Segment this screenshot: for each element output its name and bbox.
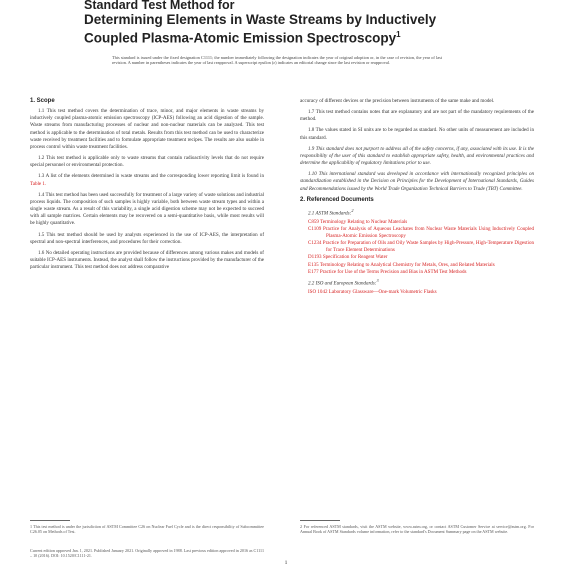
- paragraph-1-3: [30, 173, 264, 187]
- title-line-1: Standard Test Method for: [84, 0, 235, 12]
- paragraph-1-7: 1.7 This test method contains notes that are explanatory and are not part of the mandatory requirements of the method.: [300, 109, 534, 123]
- reference-item[interactable]: [308, 262, 534, 269]
- left-column: [30, 98, 264, 275]
- paragraph-1-8: 1.8 The values stated in SI units are to be regarded as standard. No other units of measurement are included in this standard.: [300, 127, 534, 141]
- reference-item[interactable]: [308, 226, 534, 240]
- iso-standards-subheading-text: 2.2 ISO and European Standards:: [308, 280, 377, 287]
- reference-code[interactable]: E177: [308, 268, 319, 275]
- reference-title: Laboratory Glassware—One-mark Volumetric Flasks: [328, 288, 437, 295]
- right-column: [300, 98, 534, 296]
- table-1-link[interactable]: Table 1.: [30, 180, 47, 187]
- reference-item[interactable]: [308, 219, 534, 226]
- paragraph-1-6-continued: accuracy of different devices or the precision between instruments of the same make and model.: [300, 98, 495, 104]
- title-footnote-mark: 1: [396, 30, 401, 39]
- reference-code[interactable]: E135: [308, 261, 319, 268]
- paragraph-1-5: 1.5 This test method should be used by analysts experienced in the use of ICP-AES, the interpretation of spectral and non-spectral interferences, and procedures for their correction.: [30, 231, 264, 245]
- right-footnote-rule: [300, 520, 340, 521]
- reference-title: Specification for Reagent Water: [322, 254, 388, 261]
- reference-title: Terminology Relating to Nuclear Materials: [320, 218, 408, 225]
- paragraph-1-1: 1.1 This test method covers the determination of trace, minor, and major elements in waste streams by inductively coupled plasma-atomic emission spectroscopy (ICP-AES) following an acid digestion of the sample. Waste streams from manufacturing processes of nuclear and non-nuclear materials can be analyzed. This test method is applicable to the determination of total metals. Results from this test method can be used to characterize waste received by treatment facilities and to formulate appropriate treatment recipes. The results are also usable in process control within waste treatment facilities.: [30, 108, 264, 150]
- astm-standards-subheading-text: 2.1 ASTM Standards:: [308, 210, 352, 217]
- paragraph-1-2: 1.2 This test method is applicable only to waste streams that contain radioactivity levels that do not require special personnel or environmental protection.: [30, 155, 264, 169]
- reference-title: Practice for Use of the Terms Precision and Bias in ASTM Test Methods: [319, 268, 467, 275]
- referenced-documents-heading: 2. Referenced Documents: [300, 196, 374, 203]
- paragraph-1-4: 1.4 This test method has been used successfully for treatment of a large variety of waste solutions and industrial process liquids. The composition of such samples is highly variable, both between waste stream types and within a single waste stream. As a result of this variability, a single acid digestion scheme may not be expected to succeed with all sample matrices. Certain elements may be recovered on a semi-quantitative basis, while most results will be highly quantitative.: [30, 191, 264, 227]
- document-title: [84, 0, 524, 46]
- reference-code[interactable]: C1234: [308, 240, 322, 247]
- reference-item[interactable]: [308, 254, 534, 261]
- paragraph-1-6: 1.6 No detailed operating instructions are provided because of differences among various makes and models of suitable ICP-AES instruments. Instead, the analyst shall follow the instructions provided by the manufacturer of the particular instrument. This test method does not address comparative: [30, 249, 264, 271]
- page-number: 1: [284, 560, 288, 566]
- astm-standards-subheading: [308, 207, 534, 218]
- paragraph-1-9: 1.9 This standard does not purport to address all of the safety concerns, if any, associated with its use. It is the responsibility of the user of this standard to establish appropriate safety, health, and environmental practices and determine the applicability of regulatory limitations prior to use.: [300, 145, 534, 167]
- standard-designation-note: This standard is issued under the fixed designation C1111; the number immediately following the designation indicates the year of original adoption or, in the case of revision, the year of last revision. A number in parentheses indicates the year of last reapproval. A superscript epsilon (ε) indicates an editorial change since the last revision or reapproval.: [112, 55, 442, 66]
- reference-code[interactable]: C1109: [308, 225, 322, 232]
- reference-code[interactable]: C859: [308, 218, 319, 225]
- footnote-2: 2 For referenced ASTM standards, visit the ASTM website, www.astm.org, or contact ASTM Customer Service at service@astm.org. For Annual Book of ASTM Standards volume information, refer to the standard's Document Summary page on the ASTM website.: [300, 524, 534, 535]
- reference-code[interactable]: D1193: [308, 254, 322, 261]
- paragraph-1-10: 1.10 This international standard was developed in accordance with internationally recognized principles on standardization established in the Decision on Principles for the Development of International Standards, Guides and Recommendations issued by the World Trade Organization Technical Barriers to Trade (TBT) Committee.: [300, 171, 534, 192]
- reference-title: Practice for Analysis of Aqueous Leachates from Nuclear Waste Materials Using Inductively Coupled Plasma-Atomic Emission Spectroscopy: [322, 225, 534, 240]
- title-line-2: Determining Elements in Waste Streams by Inductively: [84, 12, 437, 27]
- reference-item[interactable]: [308, 289, 534, 296]
- title-line-3-text: Coupled Plasma-Atomic Emission Spectroscopy: [84, 30, 397, 46]
- iso-reference-list: [300, 289, 534, 296]
- astm-footnote-mark: 2: [351, 207, 354, 213]
- scope-heading: 1. Scope: [30, 98, 55, 104]
- reference-title: Practice for Preparation of Oils and Oily Waste Samples by High-Pressure, High-Temperature Digestion for Trace Element Determinations: [322, 240, 534, 254]
- reference-code[interactable]: ISO 1042: [308, 288, 328, 295]
- iso-footnote-mark: 3: [376, 277, 379, 283]
- title-line-3: [84, 27, 524, 46]
- left-footnote-rule: [30, 520, 70, 521]
- reference-item[interactable]: [308, 269, 534, 276]
- footnote-1: 1 This test method is under the jurisdiction of ASTM Committee C26 on Nuclear Fuel Cycle and is the direct responsibility of Subcommittee C26.05 on Methods of Test.: [30, 524, 264, 535]
- footnote-edition: Current edition approved Jan. 1, 2021. Published January 2021. Originally approved in 1988. Last previous edition approved in 2016 as C1111 – 10 (2016). DOI: 10.1520/C1111-21.: [30, 548, 264, 559]
- paragraph-1-3-text: 1.3 A list of the elements determined in waste streams and the corresponding lower reporting limit is found in: [38, 173, 264, 180]
- reference-item[interactable]: [308, 240, 534, 254]
- iso-standards-subheading: [308, 277, 534, 288]
- astm-reference-list: [300, 219, 534, 276]
- reference-title: Terminology Relating to Analytical Chemistry for Metals, Ores, and Related Materials: [319, 261, 495, 268]
